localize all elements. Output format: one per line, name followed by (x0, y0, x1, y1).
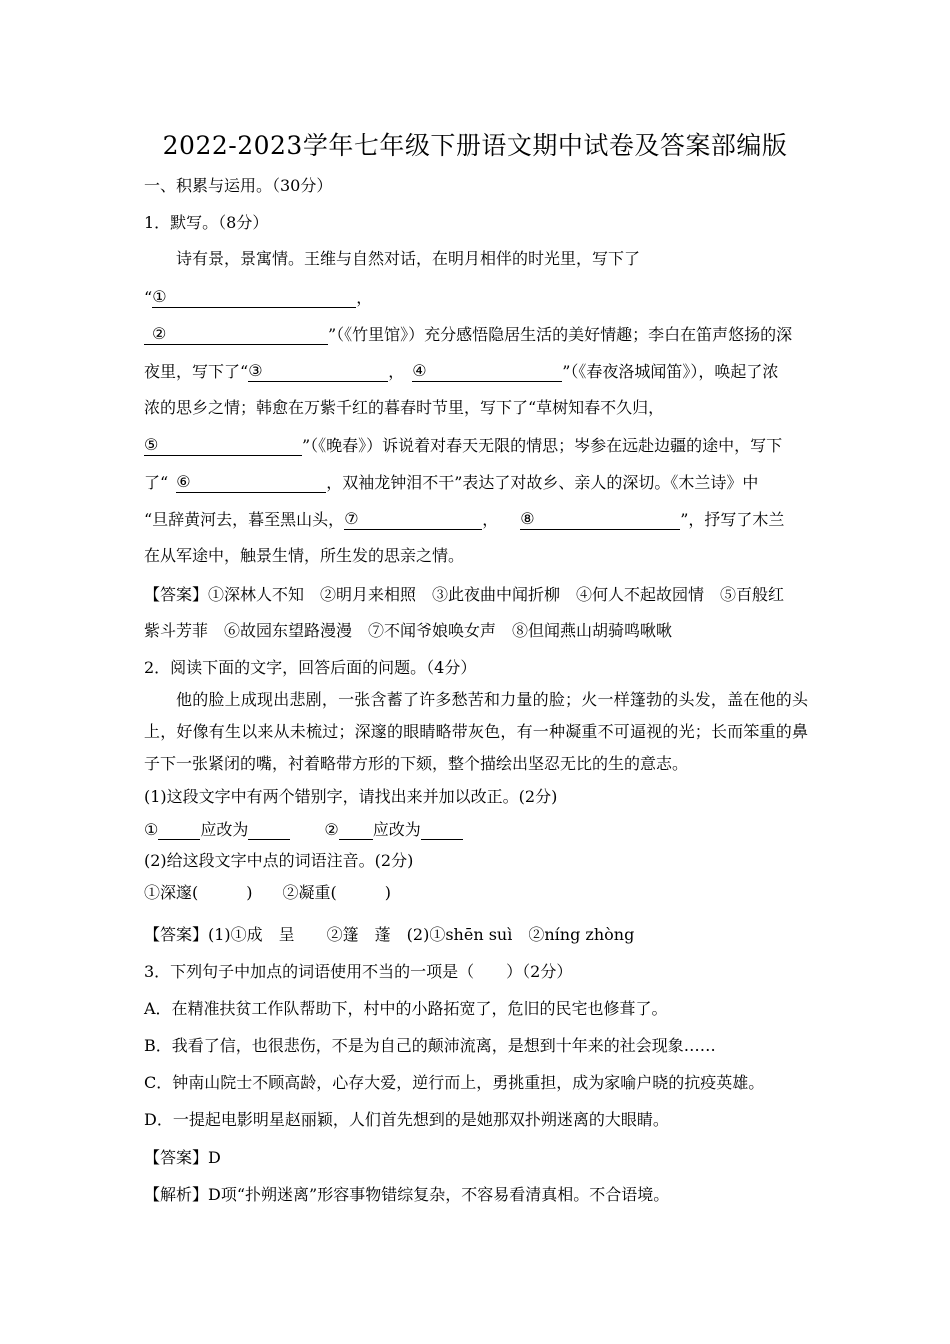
q1-line-blank6: 了“ ⑥ ，双袖龙钟泪不干”表达了对故乡、亲人的深切。《木兰诗》中 (144, 472, 759, 492)
blank-wrong-char-2[interactable] (339, 819, 373, 840)
q3-heading: 3．下列句子中加点的词语使用不当的一项是（ ）（2分） (144, 962, 573, 981)
q1-line-hanyu: 浓的思乡之情；韩愈在万紫千红的暮春时节里，写下了“草树知春不久归， (144, 398, 665, 417)
q3-option-d[interactable]: D．一提起电影明星赵丽颖，人们首先想到的是她那双扑朔迷离的大眼睛。 (144, 1110, 669, 1129)
q1-line-blank2: ② ”（《竹里馆》）充分感悟隐居生活的美好情趣；李白在笛声悠扬的深 (144, 324, 792, 345)
blank-8[interactable]: ⑧ (520, 509, 680, 530)
blank-1[interactable]: ① (152, 287, 356, 308)
pinyin-blank-2[interactable]: ②凝重( ) (282, 883, 391, 902)
q2-sub1: (1)这段文字中有两个错别字，请找出来并加以改正。(2分) (144, 787, 558, 806)
q3-answer: 【答案】D (144, 1148, 221, 1167)
q3-option-b[interactable]: B．我看了信，也很悲伤，不是为自己的颠沛流离，是想到十年来的社会现象…… (144, 1036, 716, 1055)
q3-option-a[interactable]: A．在精准扶贫工作队帮助下，村中的小路拓宽了，危旧的民宅也修葺了。 (144, 999, 668, 1018)
q3-analysis: 【解析】D项“扑朔迷离”形容事物错综复杂，不容易看清真相。不合语境。 (144, 1185, 670, 1204)
q1-line-blank5: ⑤ ”（《晚春》）诉说着对春天无限的情思；岑参在远赴边疆的途中，写下 (144, 435, 783, 455)
blank-6[interactable]: ⑥ (176, 472, 326, 493)
page-title: 2022-2023学年七年级下册语文期中试卷及答案部编版 (162, 131, 788, 160)
section-heading: 一、积累与运用。（30分） (144, 176, 333, 195)
q2-sub1-answer-blanks: ① 应改为 ② 应改为 (144, 819, 463, 840)
blank-5[interactable]: ⑤ (144, 435, 302, 456)
q1-line-end: 在从军途中，触景生情，所生发的思亲之情。 (144, 546, 465, 565)
q3-option-c[interactable]: C．钟南山院士不顾高龄，心存大爱，逆行而上，勇挑重担，成为家喻户晓的抗疫英雄。 (144, 1073, 765, 1092)
q1-line-blanks34: 夜里，写下了“③ ， ④ ”（《春夜洛城闻笛》），唤起了浓 (144, 361, 779, 381)
q1-line-blanks78: “旦辞黄河去，暮至黑山头，⑦ ， ⑧ ”，抒写了木兰 (144, 509, 785, 529)
q1-line-blank1: “① ， (144, 287, 373, 307)
blank-correct-char-2[interactable] (421, 819, 463, 840)
pinyin-blank-1[interactable]: ①深邃( ) (144, 883, 253, 902)
blank-wrong-char-1[interactable] (158, 819, 200, 840)
q1-answer-line2: 紫斗芳菲 ⑥故园东望路漫漫 ⑦不闻爷娘唤女声 ⑧但闻燕山胡骑鸣啾啾 (144, 621, 673, 640)
q2-answer: 【答案】(1)①成 呈 ②篷 蓬 (2)①shēn suì ②níng zhòng (144, 925, 635, 944)
q2-heading: 2．阅读下面的文字，回答后面的问题。（4分） (144, 658, 477, 677)
q1-heading: 1．默写。（8分） (144, 213, 269, 232)
blank-correct-char-1[interactable] (248, 819, 290, 840)
q2-passage: 他的脸上成现出悲剧，一张含蓄了许多愁苦和力量的脸；火一样篷勃的头发，盖在他的头上，好像有生以来从未梳过；深邃的眼睛略带灰色，有一种凝重不可逼视的光；长而笨重的鼻子下一张紧闭的嘴，衬着略带方形的下颏，整个描绘出坚忍无比的生的意志。 (144, 690, 808, 773)
blank-4[interactable]: ④ (412, 361, 562, 382)
blank-7[interactable]: ⑦ (344, 509, 482, 530)
blank-2[interactable]: ② (144, 324, 328, 345)
q1-intro: 诗有景，景寓情。王维与自然对话，在明月相伴的时光里，写下了 (176, 249, 641, 268)
q2-sub2-blanks (144, 883, 391, 903)
q2-sub2: (2)给这段文字中点的词语注音。(2分) (144, 851, 414, 870)
q1-answer-line1: 【答案】①深林人不知 ②明月来相照 ③此夜曲中闻折柳 ④何人不起故园情 ⑤百般红 (144, 585, 785, 604)
blank-3[interactable]: ③ (248, 361, 388, 382)
